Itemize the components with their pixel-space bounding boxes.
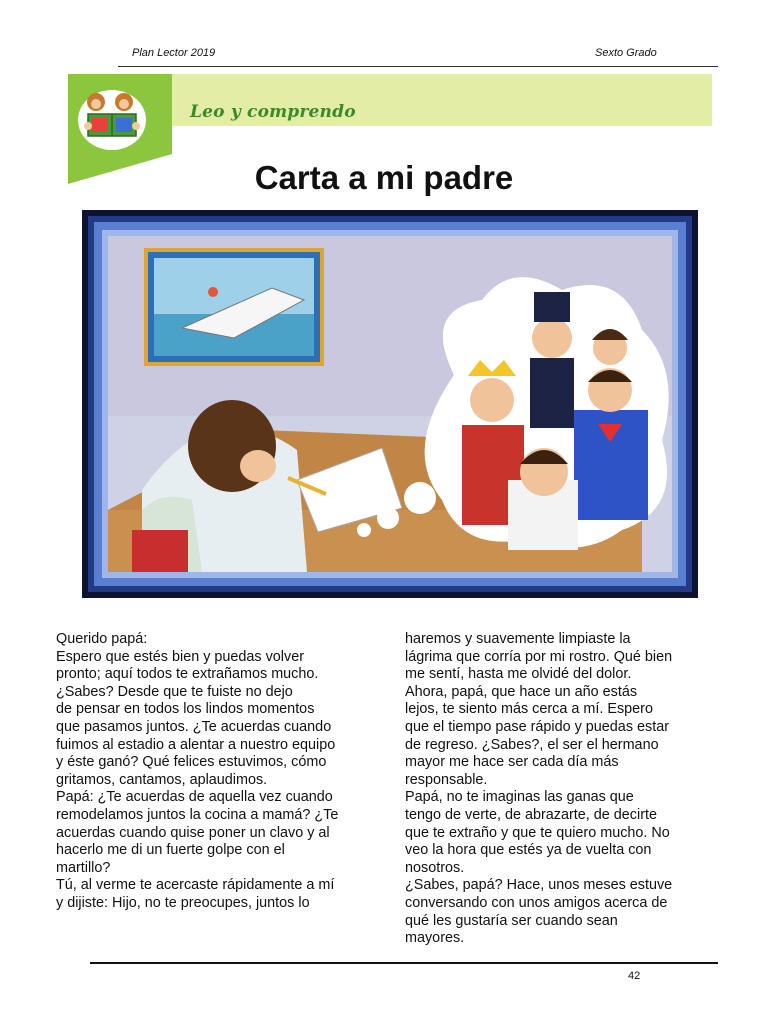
section-label: Leo y comprendo	[190, 102, 356, 122]
body-line: remodelamos juntos la cocina a mamá? ¿Te	[56, 806, 339, 823]
body-line: hacerlo me di un fuerte golpe con el	[56, 842, 285, 859]
body-line: Papá, no te imaginas las ganas que	[405, 789, 634, 806]
body-column-left	[56, 631, 352, 913]
body-line: nosotros.	[405, 859, 465, 876]
body-line: mayor me hace ser cada día más	[405, 754, 619, 771]
body-line: acuerdas cuando quise poner un clavo y al	[56, 824, 330, 841]
body-line: pronto; aquí todos te extrañamos mucho.	[56, 666, 319, 683]
header-divider	[118, 66, 718, 67]
body-line: ¿Sabes, papá? Hace, unos meses estuve	[405, 877, 673, 894]
body-line: de pensar en todos los lindos momentos	[56, 701, 315, 718]
body-line: que te extraño y que te quiero mucho. No	[405, 824, 670, 841]
body-line: conversando con unos amigos acerca de	[405, 894, 668, 911]
children-reading-book-icon	[78, 90, 146, 150]
header-right-text: Sexto Grado	[595, 47, 657, 59]
body-line: y dijiste: Hijo, no te preocupes, juntos lo	[56, 894, 310, 911]
body-line: y éste ganó? Qué felices estuvimos, cómo	[56, 754, 327, 771]
body-line: Querido papá:	[56, 631, 148, 647]
body-line: veo la hora que estés ya de vuelta con	[405, 842, 652, 859]
body-line: mayores.	[405, 930, 465, 947]
body-line: Tú, al verme te acercaste rápidamente a mí	[56, 877, 335, 894]
body-line: fuimos al estadio a alentar a nuestro equipo	[56, 736, 336, 753]
footer-divider	[90, 962, 718, 964]
body-line: que pasamos juntos. ¿Te acuerdas cuando	[56, 718, 332, 735]
body-line: lejos, te siento más cerca a mí. Espero	[405, 701, 653, 718]
body-line: Ahora, papá, que hace un año estás	[405, 683, 638, 700]
header-left-text: Plan Lector 2019	[132, 47, 216, 59]
body-line: ¿Sabes? Desde que te fuiste no dejo	[56, 683, 293, 700]
body-line: Papá: ¿Te acuerdas de aquella vez cuando	[56, 789, 333, 806]
body-line: haremos y suavemente limpiaste la	[405, 631, 631, 647]
page-title: Carta a mi padre	[254, 159, 514, 196]
body-line: qué les gustaría ser cuando sean	[405, 912, 618, 929]
body-line: martillo?	[56, 859, 111, 876]
body-line: me sentí, hasta me olvidé del dolor.	[405, 666, 632, 683]
illustration-letter-to-father-image	[82, 210, 698, 598]
body-line: que el tiempo pase rápido y puedas estar	[405, 718, 669, 735]
body-line: Espero que estés bien y puedas volver	[56, 648, 304, 665]
body-line: tengo de verte, de abrazarte, de decirte	[405, 806, 657, 823]
body-line: gritamos, cantamos, aplaudimos.	[56, 771, 268, 788]
page-number: 42	[628, 970, 641, 982]
body-column-right	[405, 631, 701, 948]
body-line: de regreso. ¿Sabes?, el ser el hermano	[405, 736, 659, 753]
body-line: responsable.	[405, 771, 488, 788]
body-line: lágrima que corría por mi rostro. Qué bien	[405, 648, 673, 665]
wall-painting-boat	[146, 250, 322, 364]
